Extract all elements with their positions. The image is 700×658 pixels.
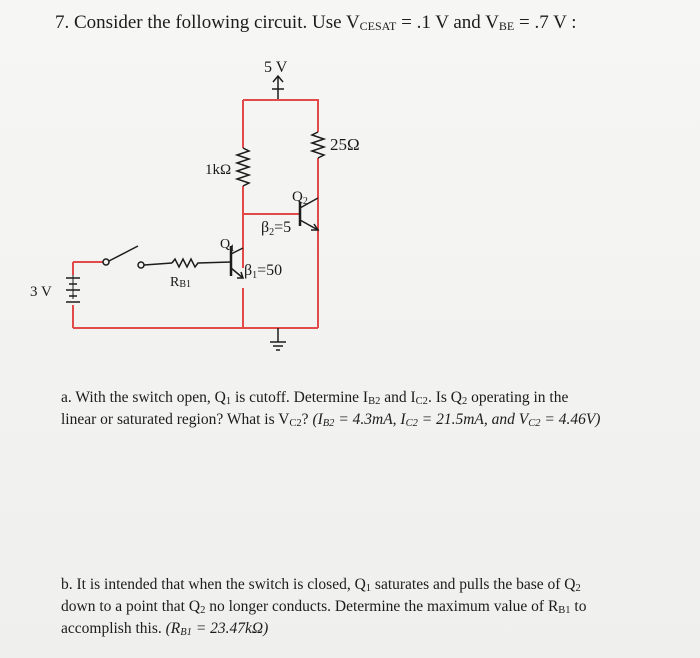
part-a-t3: and I: [380, 389, 416, 406]
rb1-label: RB1: [170, 275, 192, 290]
q1-label: $Q_1$: [220, 237, 235, 253]
part-a-line2b: ?: [301, 411, 313, 428]
beta1-label: β1=50: [244, 262, 283, 281]
part-b-sub1: 1: [365, 583, 372, 594]
question-text: Consider the following circuit. Use V: [74, 12, 360, 33]
battery-label: 3 V: [30, 284, 52, 300]
vbe-value: = .7 V :: [514, 12, 577, 33]
switch-terminal-left: [103, 259, 109, 265]
part-a-t2: is cutoff. Determine I: [231, 389, 369, 406]
question-number: 7.: [55, 12, 70, 33]
supply-label: 5 V: [264, 59, 288, 76]
part-a-line2a: linear or saturated region? What is V: [61, 411, 290, 428]
part-b-ans1: (R: [165, 620, 181, 637]
part-a-ans2-sub: C2: [405, 418, 418, 429]
part-a-sub3: C2: [415, 396, 428, 407]
switch-blade: [109, 246, 138, 261]
part-b-ans2: = 23.47kΩ): [191, 620, 269, 637]
resistor-25ohm-label: 25Ω: [330, 135, 360, 154]
part-b-t2: saturates and pulls the base of Q: [371, 576, 576, 593]
resistor-rb1: [172, 259, 231, 267]
part-a-line2-sub: C2: [289, 418, 302, 429]
part-b-line3: accomplish this.: [61, 620, 166, 637]
part-a-t4: . Is Q: [427, 389, 462, 406]
part-a-ans2: = 4.3mA, I: [334, 411, 406, 428]
part-a-ans1-sub: B2: [322, 418, 335, 429]
part-a-text: [61, 389, 661, 433]
vbe-subscript: BE: [498, 19, 515, 33]
part-b-t1: b. It is intended that when the switch is closed, Q: [61, 576, 366, 593]
switch-to-rb1: [144, 263, 172, 265]
part-b-line2b: no longer conducts. Determine the maximum value of R: [205, 598, 559, 615]
part-b-line2b-sub: B1: [558, 605, 571, 616]
part-a-ans4: = 4.46V): [540, 411, 601, 428]
q2-label: $Q_2$: [292, 189, 308, 207]
part-b-answer: [166, 620, 269, 637]
part-b-line2a: down to a point that Q: [61, 598, 201, 615]
part-b-text: [61, 576, 661, 642]
resistor-1k-label: 1kΩ: [205, 162, 232, 178]
circuit-wires: [73, 100, 318, 328]
part-a-answer: [312, 411, 600, 428]
resistor-1k: [237, 148, 249, 186]
part-a-ans1: (I: [312, 411, 323, 428]
part-b-line2c: to: [570, 598, 587, 615]
switch-terminal-right: [138, 262, 144, 268]
vcesat-subscript: CESAT: [359, 19, 397, 33]
part-a-sub1: 1: [225, 396, 232, 407]
part-a-t1: a. With the switch open, Q: [61, 389, 226, 406]
vcesat-value: = .1 V and V: [396, 12, 499, 33]
beta2-label: β2=5: [261, 219, 292, 238]
part-a-t5: operating in the: [467, 389, 569, 406]
wire-top-right: [243, 100, 318, 132]
part-a-ans3: = 21.5mA, and V: [417, 411, 529, 428]
resistor-25ohm: [312, 132, 324, 158]
part-b-sub2: 2: [575, 583, 581, 594]
part-b-ans1-sub: B1: [180, 627, 192, 638]
part-a-sub2: B2: [368, 396, 381, 407]
part-b-line2a-sub: 2: [200, 605, 206, 616]
part-a-ans3-sub: C2: [528, 418, 541, 429]
part-a-sub4: 2: [461, 396, 468, 407]
